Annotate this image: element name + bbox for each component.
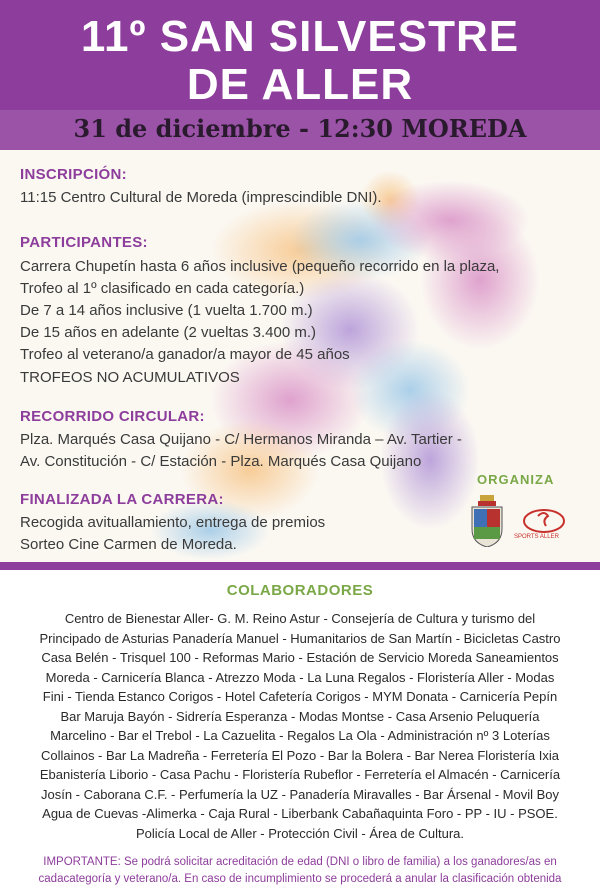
participantes-line: Trofeo al 1º clasificado en cada categoría.) [20, 280, 305, 297]
colaboradores-line: Centro de Bienestar Aller- G. M. Reino Astur - Consejería de Cultura y turismo del [64, 611, 536, 626]
participantes-line: TROFEOS NO ACUMULATIVOS [20, 369, 240, 386]
colaboradores-line: Casa Belén - Trisquel 100 - Reformas Mario - Estación de Servicio Moreda Saneamientos [41, 650, 559, 665]
colaboradores-line: Josín - Caborana C.F. - Perfumería la UZ - Panadería Miravalles - Bar Ársenal - Movil Boy [40, 786, 559, 802]
colaboradores-line: Ebanistería Liborio - Casa Pachu - Floristería Rubeflor - Ferretería el Almacén - Carnicería [39, 767, 561, 782]
important-line: IMPORTANTE: Se podrá solicitar acreditación de edad (DNI o libro de familia) a los ganadores/as en [43, 856, 557, 868]
colaboradores-line: Fini - Tienda Estanco Corigos - Hotel Cafetería Corigos - MYM Donata - Carnicería Pepín [42, 689, 558, 704]
event-title-line1: 11º SAN SILVESTRE [80, 12, 520, 61]
colaboradores-line: Moreda - Carnicería Blanca - Atrezzo Moda - La Luna Regalos - Floristería Aller - Modas [45, 669, 555, 685]
colaboradores-list [6, 609, 594, 843]
participantes-line: Trofeo al veterano/a ganador/a mayor de 45 años [20, 346, 350, 363]
recorrido-line: Av. Constitución - C/ Estación - Plza. Marqués Casa Quijano [20, 453, 422, 470]
organiza-label: ORGANIZA [477, 472, 555, 487]
colaboradores-line: Agua de Cuevas -Alimerka - Caja Rural - Liberbank Cabañaquinta Foro - PP - IU - PSOE. [42, 806, 558, 821]
participantes-line: De 7 a 14 años inclusive (1 vuelta 1.700 m.) [20, 302, 313, 319]
recorrido-line: Plza. Marqués Casa Quijano - C/ Hermanos Miranda – Av. Tartier - [20, 431, 462, 448]
participantes-line: Carrera Chupetín hasta 6 años inclusive (pequeño recorrido en la plaza, [20, 258, 500, 275]
participantes-heading: PARTICIPANTES: [20, 234, 148, 251]
info-panel [0, 150, 600, 562]
colaboradores-line: Collainos - Bar La Madreña - Ferretería El Pozo - Bar la Bolera - Bar Nerea Floristería Ixia [40, 747, 560, 763]
colaboradores-line: Bar Maruja Bayón - Sidrería Esperanza - Modas Montse - Casa Arsenio Peluquería [60, 708, 540, 724]
divider-band [0, 562, 600, 570]
participantes-line: De 15 años en adelante (2 vueltas 3.400 m.) [20, 324, 317, 341]
inscripcion-line: 11:15 Centro Cultural de Moreda (imprescindible DNI). [20, 189, 382, 206]
coat-of-arms-icon [470, 495, 504, 547]
colaboradores-heading: COLABORADORES [226, 582, 374, 599]
important-notice [10, 854, 590, 888]
important-line: cadacategoría y veterano/a. En caso de incumplimiento se procederá a anular la clasificación obtenida [38, 873, 562, 885]
colaboradores-line: Principado de Asturias Panadería Manuel - Humanitarios de San Martín - Bicicletas Castro [39, 630, 561, 646]
finalizada-line: Recogida avituallamiento, entrega de premios [20, 514, 326, 531]
logo-text: SPORTS ALLER [514, 534, 559, 540]
event-title-line2: DE ALLER [186, 60, 414, 109]
recorrido-heading: RECORRIDO CIRCULAR: [20, 408, 205, 425]
finalizada-line: Sorteo Cine Carmen de Moreda. [20, 536, 237, 553]
sports-aller-logo [512, 506, 572, 540]
inscripcion-heading: INSCRIPCIÓN: [20, 166, 127, 183]
finalizada-heading: FINALIZADA LA CARRERA: [20, 491, 224, 508]
event-date-time: 31 de diciembre - 12:30 MOREDA [73, 114, 527, 143]
colaboradores-line: Policía Local de Aller - Protección Civil - Área de Cultura. [135, 825, 465, 841]
colaboradores-line: Marcelino - Bar el Trebol - La Cazuelita - Regalos La Ola - Administración nº 3 Loterías [50, 728, 550, 743]
